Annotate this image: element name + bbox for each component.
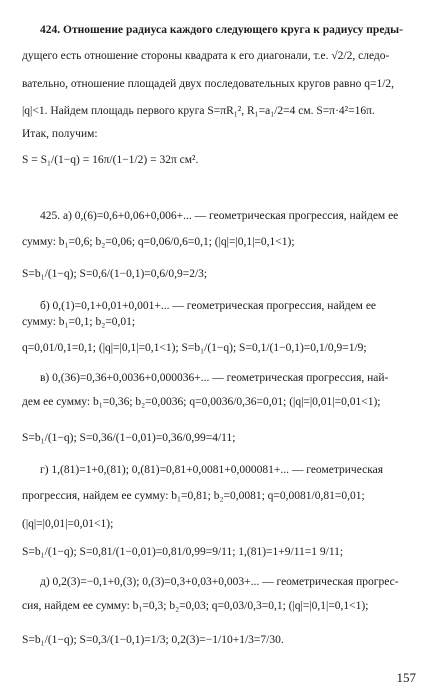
problem-425-line-1: 425. а) 0,(6)=0,6+0,06+0,006+... — геометрическая прогрессия, найдем ее	[40, 210, 399, 222]
problem-425-line-14: д) 0,2(3)=−0,1+0,(3); 0,(3)=0,3+0,03+0,003+... — геометрическая прогрес-	[40, 576, 399, 588]
problem-424-line-5: Итак, получим:	[22, 128, 98, 140]
problem-424-line-1: 424. Отношение радиуса каждого следующего круга к радиусу преды-	[40, 24, 403, 36]
problem-425-line-7: в) 0,(36)=0,36+0,0036+0,000036+... — геометрическая прогрессия, най-	[40, 372, 389, 384]
problem-425-line-2: сумму: b₁=0,6; b₂=0,06; q=0,06/0,6=0,1; (|q|=|0,1|=0,1<1);	[22, 236, 295, 248]
page-number: 157	[396, 670, 416, 685]
problem-425-line-8: дем ее сумму: b₁=0,36; b₂=0,0036; q=0,0036/0,36=0,01; (|q|=|0,01|=0,01<1);	[22, 396, 381, 408]
problem-425-line-15: сия, найдем ее сумму: b₁=0,3; b₂=0,03; q=0,03/0,3=0,1; (|q|=|0,1|=0,1<1);	[22, 600, 369, 612]
problem-425-line-11: прогрессия, найдем ее сумму: b₁=0,81; b₂=0,0081; q=0,0081/0,81=0,01;	[22, 490, 365, 502]
problem-425-line-4: б) 0,(1)=0,1+0,01+0,001+... — геометрическая прогрессия, найдем ее	[40, 300, 377, 312]
problem-425-line-10: г) 1,(81)=1+0,(81); 0,(81)=0,81+0,0081+0,000081+... — геометрическая	[40, 464, 383, 476]
problem-425-line-9: S=b₁/(1−q); S=0,36/(1−0,01)=0,36/0,99=4/11;	[22, 432, 236, 444]
problem-425-line-5: сумму: b₁=0,1; b₂=0,01;	[22, 316, 136, 328]
problem-425-line-13: S=b₁/(1−q); S=0,81/(1−0,01)=0,81/0,99=9/11; 1,(81)=1+9/11=1 9/11;	[22, 546, 344, 558]
problem-425-line-12: (|q|=|0,01|=0,01<1);	[22, 518, 114, 530]
problem-425-line-6: q=0,01/0,1=0,1; (|q|=|0,1|=0,1<1); S=b₁/(1−q); S=0,1/(1−0,1)=0,1/0,9=1/9;	[22, 342, 367, 354]
problem-425-line-16: S=b₁/(1−q); S=0,3/(1−0,1)=1/3; 0,2(3)=−1/10+1/3=7/30.	[22, 634, 284, 646]
problem-424-line-4: |q|<1. Найдем площадь первого круга S=πR₁², R₁=a₁/2=4 см. S=π·4²=16π.	[22, 105, 375, 117]
problem-424-line-2: дущего есть отношение стороны квадрата к его диагонали, т.е. √2/2, следо-	[22, 50, 390, 62]
problem-424-line-3: вательно, отношение площадей двух последовательных кругов равно q=1/2,	[22, 78, 395, 90]
problem-424-formula: S = S₁/(1−q) = 16π/(1−1/2) = 32π см².	[22, 154, 199, 166]
problem-425-line-3: S=b₁/(1−q); S=0,6/(1−0,1)=0,6/0,9=2/3;	[22, 268, 208, 280]
